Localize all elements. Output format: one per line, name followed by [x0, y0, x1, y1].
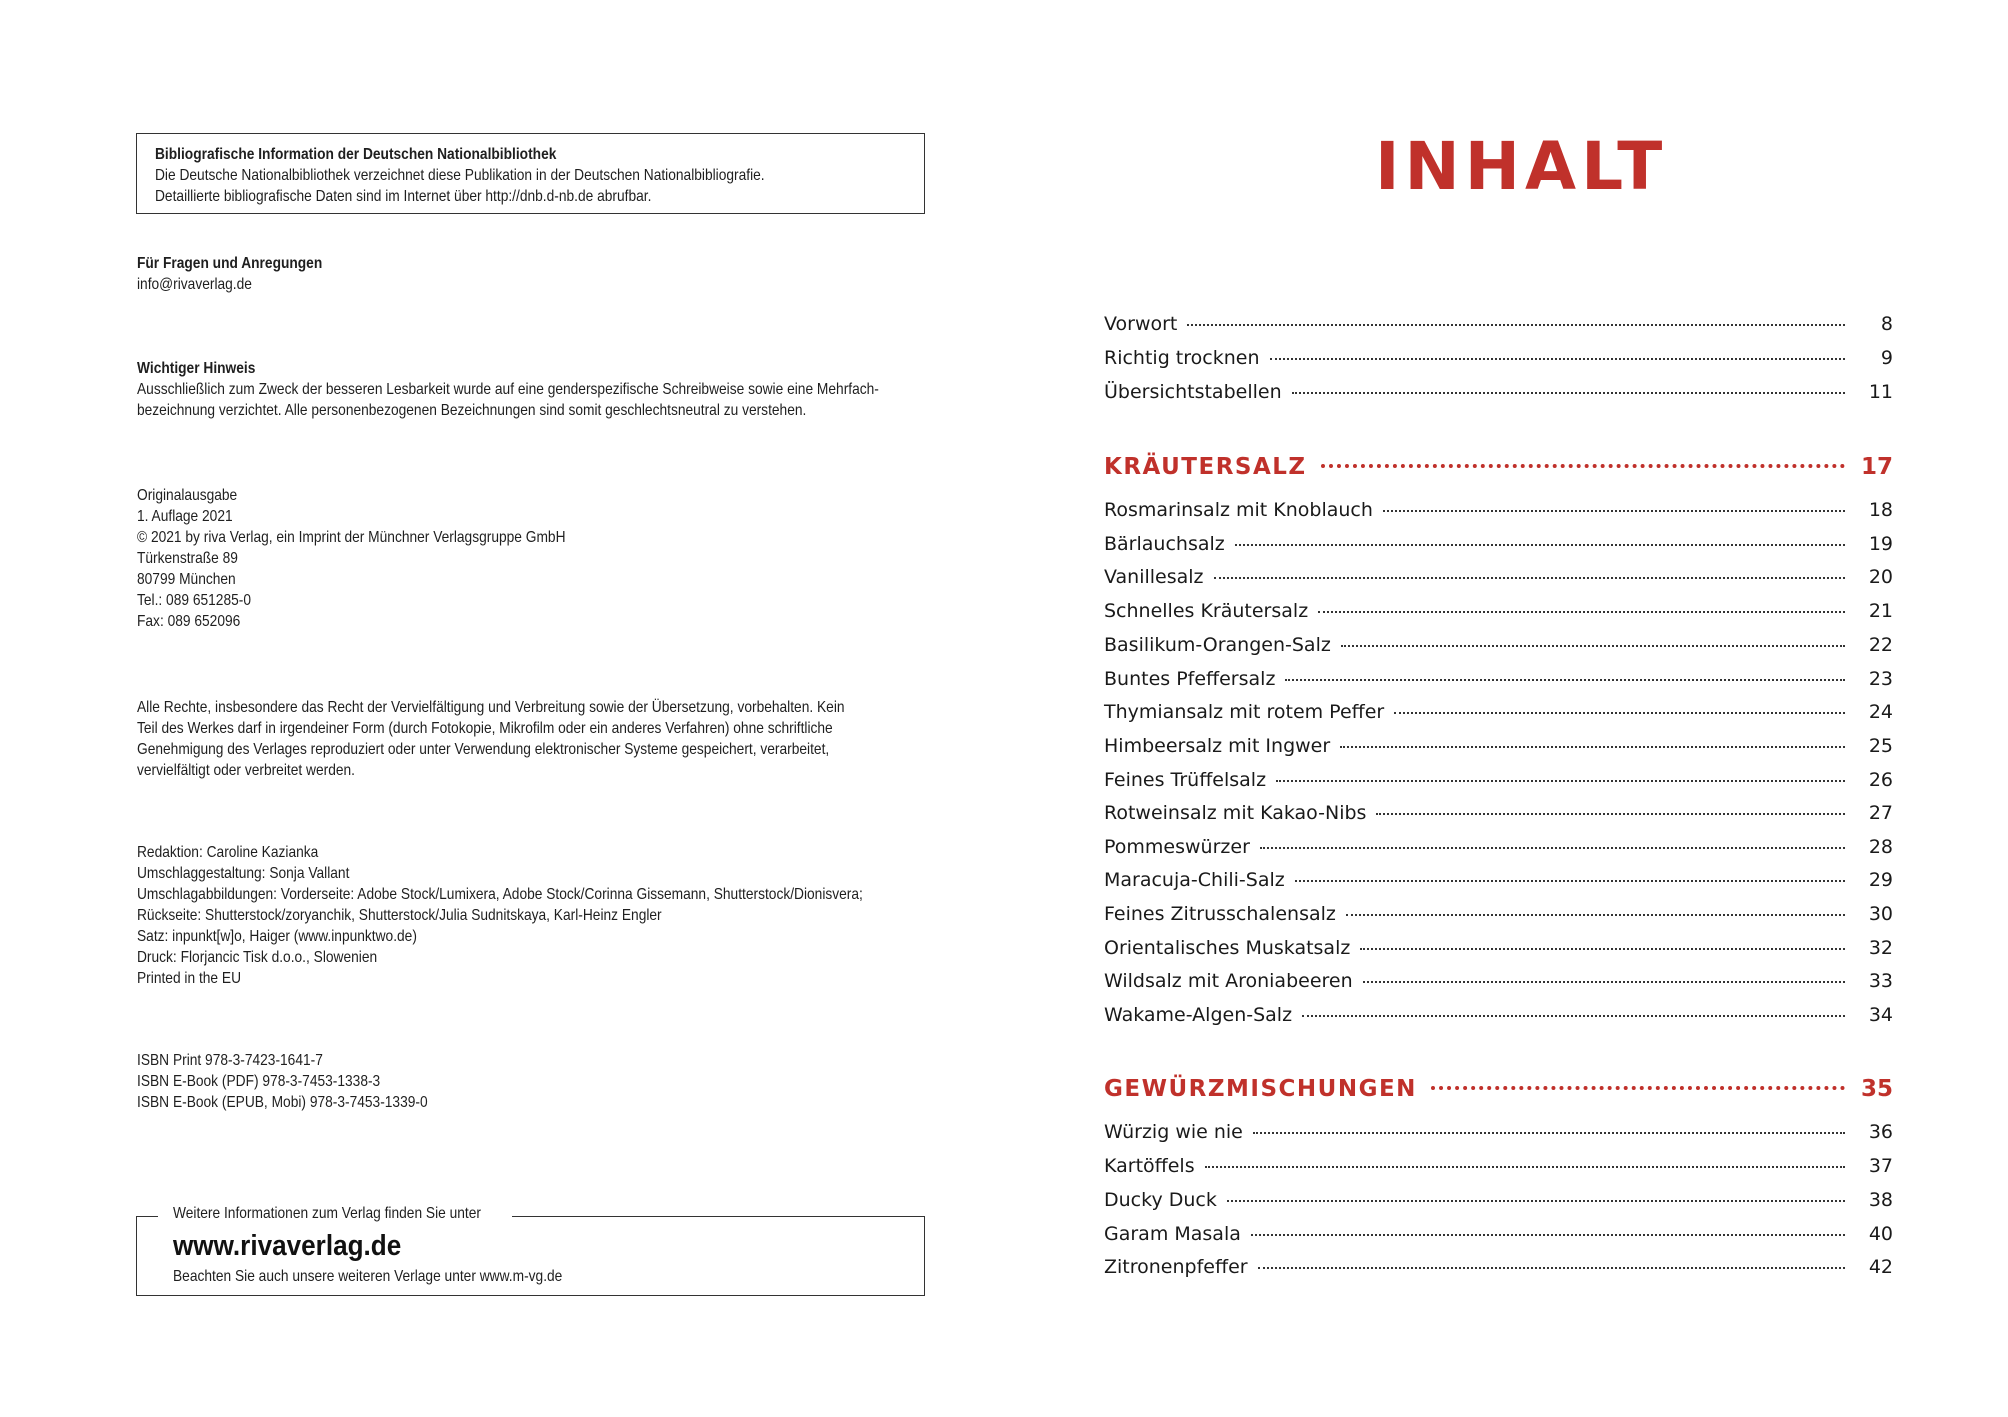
- toc-entry[interactable]: [1104, 701, 1893, 731]
- website-caption: Weitere Informationen zum Verlag finden Sie unter: [173, 1205, 481, 1222]
- notice-title: Wichtiger Hinweis: [137, 360, 256, 377]
- toc-entry[interactable]: [1104, 499, 1893, 529]
- toc-entry-page: 11: [1868, 381, 1893, 403]
- toc-entry-page: 30: [1868, 903, 1893, 925]
- dot-leader: [1251, 1234, 1845, 1236]
- toc-entry-label: Maracuja-Chili-Salz: [1104, 869, 1285, 891]
- bibliographic-info-line: Detaillierte bibliografische Daten sind im Internet über http://dnb.d-nb.de abrufbar.: [155, 188, 652, 205]
- toc-entry-page: 26: [1868, 769, 1893, 791]
- toc-entry[interactable]: [1104, 1223, 1893, 1253]
- dot-leader: [1321, 464, 1845, 468]
- toc-entry-label: Richtig trocknen: [1104, 347, 1260, 369]
- publisher-line: 1. Auflage 2021: [137, 508, 233, 525]
- website-note: Beachten Sie auch unsere weiteren Verlage unter www.m-vg.de: [173, 1268, 563, 1285]
- toc-section-gewuerzmischungen[interactable]: [1104, 1076, 1893, 1110]
- toc-entry-page: 28: [1868, 836, 1893, 858]
- toc-title: INHALT: [1375, 128, 1668, 205]
- dot-leader: [1187, 324, 1845, 326]
- toc-entry[interactable]: [1104, 869, 1893, 899]
- website-info-box: [136, 1205, 925, 1296]
- toc-entry-label: Ducky Duck: [1104, 1189, 1217, 1211]
- toc-entry-label: Vanillesalz: [1104, 566, 1204, 588]
- toc-entry[interactable]: [1104, 1189, 1893, 1219]
- credits-line: Druck: Florjancic Tisk d.o.o., Slowenien: [137, 949, 378, 966]
- toc-entry-label: Schnelles Kräutersalz: [1104, 600, 1309, 622]
- contact-block: [137, 253, 1049, 295]
- rights-block: [137, 697, 1049, 781]
- dot-leader: [1383, 510, 1845, 512]
- publisher-line: © 2021 by riva Verlag, ein Imprint der Münchner Verlagsgruppe GmbH: [137, 529, 566, 546]
- dot-leader: [1253, 1132, 1845, 1134]
- toc-entry[interactable]: [1104, 836, 1893, 866]
- dot-leader: [1260, 847, 1845, 849]
- toc-entry-page: 36: [1868, 1121, 1893, 1143]
- credits-line: Printed in the EU: [137, 970, 242, 987]
- dot-leader: [1340, 746, 1845, 748]
- publisher-line: Tel.: 089 651285-0: [137, 592, 251, 609]
- dot-leader: [1258, 1267, 1845, 1269]
- toc-entry-label: Bärlauchsalz: [1104, 533, 1225, 555]
- contact-title: Für Fragen und Anregungen: [137, 255, 323, 272]
- publisher-line: Fax: 089 652096: [137, 613, 241, 630]
- table-of-contents-page: [1004, 0, 2008, 1417]
- toc-entry-page: 34: [1868, 1004, 1893, 1026]
- toc-entry[interactable]: [1104, 533, 1893, 563]
- credits-line: Umschlaggestaltung: Sonja Vallant: [137, 865, 350, 882]
- toc-entry-label: Rosmarinsalz mit Knoblauch: [1104, 499, 1373, 521]
- dot-leader: [1235, 544, 1845, 546]
- toc-entry-page: 38: [1868, 1189, 1893, 1211]
- toc-entry[interactable]: [1104, 735, 1893, 765]
- toc-entry-label: Pommeswürzer: [1104, 836, 1250, 858]
- toc-entry-label: Wakame-Algen-Salz: [1104, 1004, 1293, 1026]
- toc-entry-page: 9: [1880, 347, 1893, 369]
- isbn-line: ISBN E-Book (EPUB, Mobi) 978-3-7453-1339-0: [137, 1094, 428, 1111]
- bibliographic-info-line: Die Deutsche Nationalbibliothek verzeichnet diese Publikation in der Deutschen Nationalbibliografie.: [155, 167, 765, 184]
- dot-leader: [1285, 679, 1845, 681]
- rights-line: Alle Rechte, insbesondere das Recht der Vervielfältigung und Verbreitung sowie der Übersetzung, vorbehalten. Kein: [137, 699, 845, 716]
- toc-entry-page: 37: [1868, 1155, 1893, 1177]
- credits-line: Umschlagabbildungen: Vorderseite: Adobe Stock/Lumixera, Adobe Stock/Corinna Gissemann, Shutterstock/Dionisvera;: [137, 886, 863, 903]
- toc-entry-page: 42: [1868, 1256, 1893, 1278]
- toc-entry[interactable]: [1104, 1004, 1893, 1034]
- toc-entry[interactable]: [1104, 1121, 1893, 1151]
- toc-entry-label: Himbeersalz mit Ingwer: [1104, 735, 1331, 757]
- bibliographic-info-title: Bibliografische Information der Deutschen Nationalbibliothek: [155, 146, 557, 163]
- toc-section-title: GEWÜRZMISCHUNGEN: [1104, 1076, 1417, 1102]
- dot-leader: [1292, 392, 1845, 394]
- toc-entry[interactable]: [1104, 1155, 1893, 1185]
- credits-block: [137, 842, 1049, 989]
- credits-line: Satz: inpunkt[w]o, Haiger (www.inpunktwo.de): [137, 928, 417, 945]
- dot-leader: [1376, 813, 1845, 815]
- toc-entry-page: 21: [1868, 600, 1893, 622]
- toc-entry-label: Basilikum-Orangen-Salz: [1104, 634, 1331, 656]
- publisher-line: Originalausgabe: [137, 487, 238, 504]
- dot-leader: [1346, 914, 1845, 916]
- rights-line: Genehmigung des Verlages reproduziert oder unter Verwendung elektronischer Systeme gespeichert, verarbeitet,: [137, 741, 830, 758]
- toc-entry[interactable]: [1104, 937, 1893, 967]
- toc-entry-label: Feines Zitrusschalensalz: [1104, 903, 1336, 925]
- toc-entry-label: Zitronenpfeffer: [1104, 1256, 1248, 1278]
- dot-leader: [1276, 780, 1845, 782]
- dot-leader: [1341, 645, 1845, 647]
- toc-entry-label: Würzig wie nie: [1104, 1121, 1243, 1143]
- toc-entry-page: 25: [1868, 735, 1893, 757]
- toc-entry-page: 33: [1868, 970, 1893, 992]
- toc-entry-page: 19: [1868, 533, 1893, 555]
- notice-line: Ausschließlich zum Zweck der besseren Lesbarkeit wurde auf eine genderspezifische Schreibweise sowie eine Mehrfach-: [137, 381, 879, 398]
- dot-leader: [1270, 358, 1846, 360]
- toc-entry[interactable]: [1104, 802, 1893, 832]
- notice-block: [137, 358, 1049, 421]
- toc-entry-label: Wildsalz mit Aroniabeeren: [1104, 970, 1353, 992]
- toc-entry-page: 29: [1868, 869, 1893, 891]
- credits-line: Rückseite: Shutterstock/zoryanchik, Shutterstock/Julia Sudnitskaya, Karl-Heinz Engler: [137, 907, 662, 924]
- toc-entry-page: 18: [1868, 499, 1893, 521]
- toc-section-kraeutersalz[interactable]: [1104, 454, 1893, 488]
- toc-entry[interactable]: [1104, 903, 1893, 933]
- toc-section-page: 17: [1860, 454, 1893, 480]
- dot-leader: [1227, 1200, 1845, 1202]
- toc-entry[interactable]: [1104, 566, 1893, 596]
- toc-entry[interactable]: [1104, 600, 1893, 630]
- toc-section-title: KRÄUTERSALZ: [1104, 454, 1307, 480]
- credits-line: Redaktion: Caroline Kazianka: [137, 844, 319, 861]
- toc-entry-label: Rotweinsalz mit Kakao-Nibs: [1104, 802, 1367, 824]
- toc-entry-page: 27: [1868, 802, 1893, 824]
- toc-entry-page: 20: [1868, 566, 1893, 588]
- contact-email[interactable]: info@rivaverlag.de: [137, 276, 252, 293]
- dot-leader: [1205, 1166, 1845, 1168]
- publisher-line: Türkenstraße 89: [137, 550, 238, 567]
- dot-leader: [1394, 712, 1845, 714]
- toc-entry-page: 32: [1868, 937, 1893, 959]
- rights-line: Teil des Werkes darf in irgendeiner Form (durch Fotokopie, Mikrofilm oder ein anderes Verfahren) ohne schriftliche: [137, 720, 833, 737]
- toc-entry[interactable]: [1104, 1256, 1893, 1286]
- toc-entry[interactable]: [1104, 347, 1893, 377]
- isbn-line: ISBN Print 978-3-7423-1641-7: [137, 1052, 323, 1069]
- toc-section-page: 35: [1860, 1076, 1893, 1102]
- publisher-line: 80799 München: [137, 571, 236, 588]
- website-url[interactable]: www.rivaverlag.de: [173, 1230, 402, 1262]
- rights-line: vervielfältigt oder verbreitet werden.: [137, 762, 355, 779]
- toc-entry-page: 8: [1880, 313, 1893, 335]
- toc-entry-label: Übersichtstabellen: [1104, 381, 1282, 403]
- toc-entry[interactable]: [1104, 313, 1893, 343]
- toc-entry[interactable]: [1104, 634, 1893, 664]
- dot-leader: [1214, 577, 1845, 579]
- toc-entry-label: Garam Masala: [1104, 1223, 1241, 1245]
- dot-leader: [1302, 1015, 1845, 1017]
- publisher-block: [137, 485, 1049, 632]
- dot-leader: [1431, 1086, 1845, 1090]
- toc-entry-label: Vorwort: [1104, 313, 1178, 335]
- toc-entry-label: Feines Trüffelsalz: [1104, 769, 1267, 791]
- bibliographic-info-box: [136, 133, 925, 214]
- toc-entry-label: Kartöffels: [1104, 1155, 1195, 1177]
- dot-leader: [1295, 880, 1845, 882]
- isbn-block: [137, 1050, 1049, 1113]
- toc-entry-label: Orientalisches Muskatsalz: [1104, 937, 1351, 959]
- toc-entry[interactable]: [1104, 668, 1893, 698]
- isbn-line: ISBN E-Book (PDF) 978-3-7453-1338-3: [137, 1073, 381, 1090]
- toc-entry-page: 23: [1868, 668, 1893, 690]
- toc-entry-page: 40: [1868, 1223, 1893, 1245]
- toc-entry-label: Thymiansalz mit rotem Peffer: [1104, 701, 1385, 723]
- toc-entry[interactable]: [1104, 970, 1893, 1000]
- toc-entry[interactable]: [1104, 381, 1893, 411]
- dot-leader: [1318, 611, 1845, 613]
- toc-entry-label: Buntes Pfeffersalz: [1104, 668, 1276, 690]
- toc-entry-page: 22: [1868, 634, 1893, 656]
- toc-entry-page: 24: [1868, 701, 1893, 723]
- notice-line: bezeichnung verzichtet. Alle personenbezogenen Bezeichnungen sind somit geschlechtsneutral zu verstehen.: [137, 402, 807, 419]
- dot-leader: [1360, 948, 1845, 950]
- dot-leader: [1363, 981, 1845, 983]
- toc-entry[interactable]: [1104, 769, 1893, 799]
